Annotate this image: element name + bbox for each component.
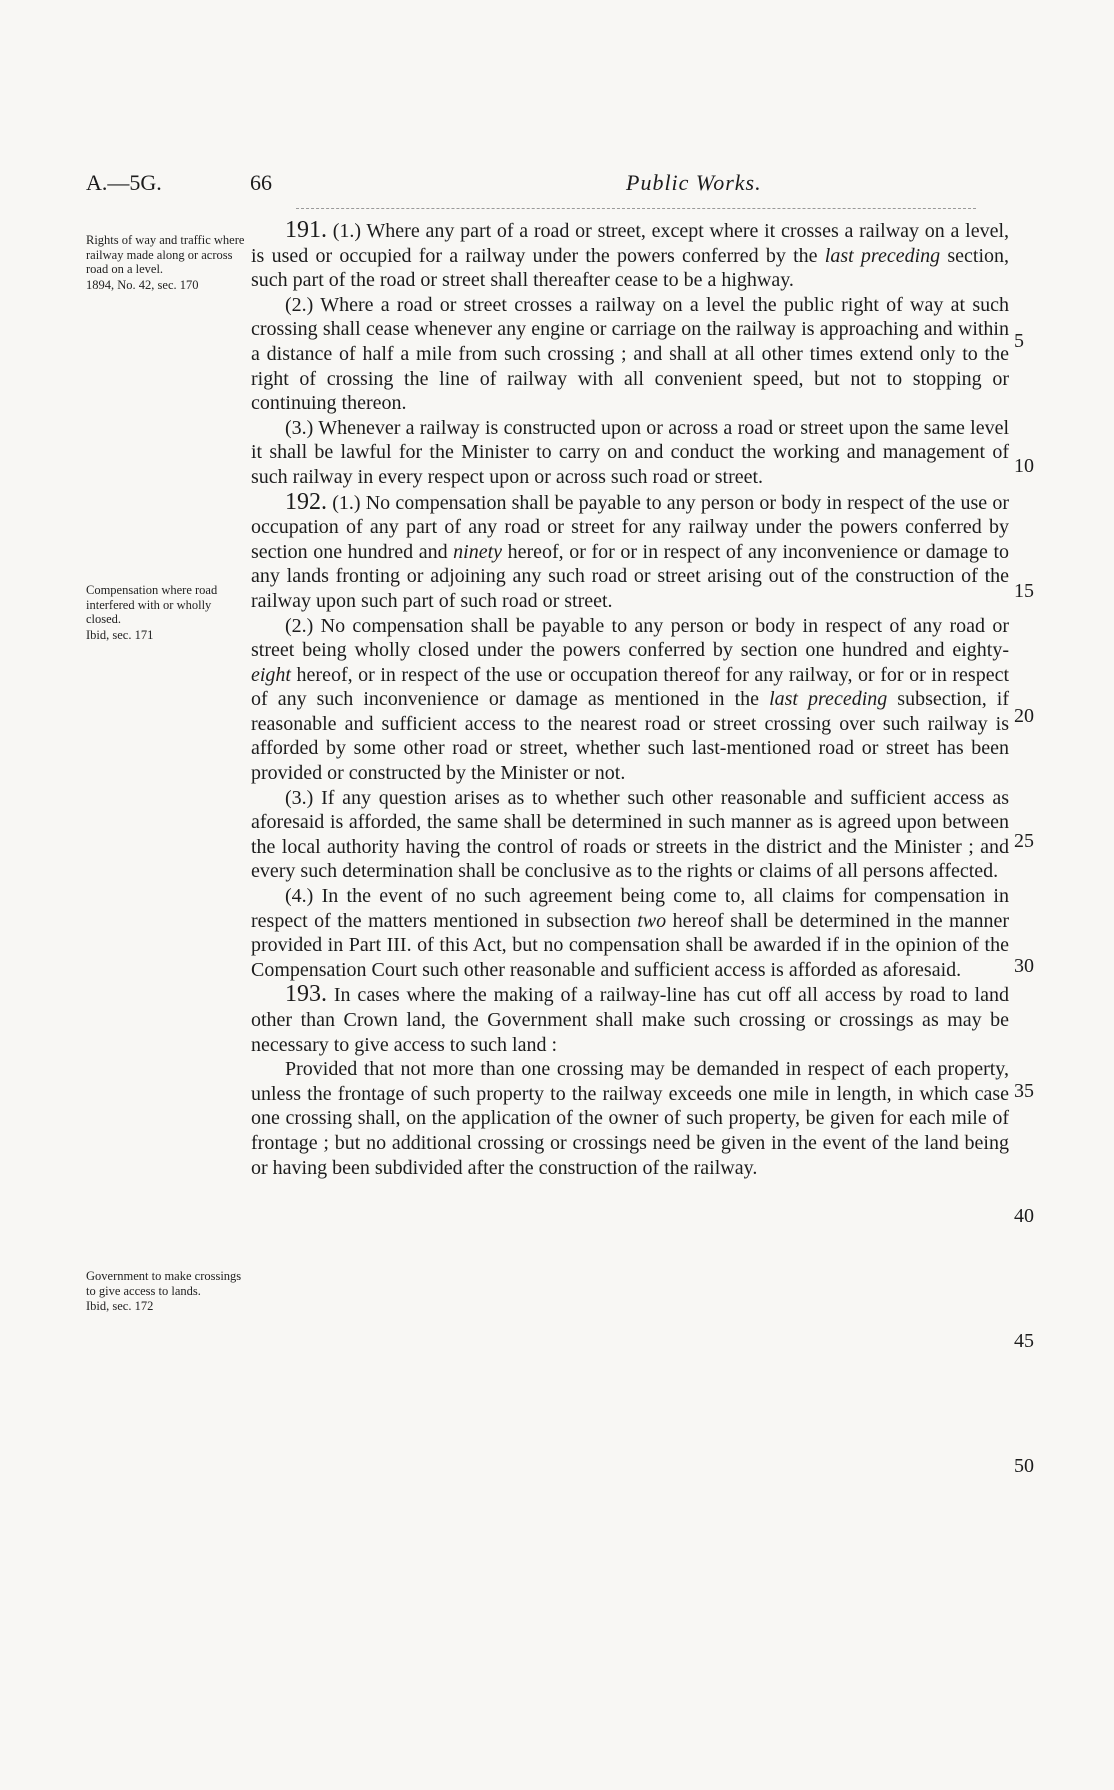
document-reference: A.—5G. bbox=[86, 170, 162, 195]
sidenote-citation: Ibid, sec. 172 bbox=[86, 1299, 154, 1313]
sidenote-193 bbox=[86, 1269, 246, 1314]
section-191-subsection-1: 191. (1.) Where any part of a road or street, except where it crosses a railway on a level, is used or occupied for a railway under the powers conferred by the last preceding section, such part of the road or street shall thereafter cease to be a highway. bbox=[251, 217, 1010, 292]
section-191-subsection-2: (2.) Where a road or street crosses a railway on a level the public right of way at such crossing shall cease whenever any engine or carriage on the railway is approaching and within a distance of half a mile from such crossing ; and shall at all other times extend only to the right of crossing the line of railway with all convenient speed, but not to stopping or continuing thereon. bbox=[251, 293, 1009, 415]
line-number: 40 bbox=[1014, 1205, 1034, 1227]
section-number: 192. bbox=[285, 488, 327, 515]
sidenote-text: Government to make crossings to give access to lands. bbox=[86, 1269, 242, 1298]
sidenote-citation: Ibid, sec. 171 bbox=[86, 627, 154, 642]
page-number: 66 bbox=[250, 170, 272, 195]
section-192-subsection-4: (4.) In the event of no such agreement being come to, all claims for compensation in respect of the matters mentioned in subsection two hereof shall be determined in the manner provided in Part III. of this Act, but no compensation shall be awarded if in the opinion of the Compensation Court such other reasonable and sufficient access is afforded as aforesaid. bbox=[251, 885, 1010, 981]
page-header bbox=[86, 170, 1056, 202]
line-number: 50 bbox=[1014, 1455, 1034, 1477]
line-number: 30 bbox=[1014, 955, 1034, 977]
line-number: 5 bbox=[1014, 330, 1024, 352]
line-number: 25 bbox=[1014, 830, 1034, 852]
section-number: 193. bbox=[285, 981, 327, 1008]
section-192-subsection-2: (2.) No compensation shall be payable to any person or body in respect of any road or street being wholly closed under the powers conferred by section one hundred and eighty-eight hereof, or in respect of the use or occupation thereof for any railway, or for or in respect of any such inconvenience or damage as mentioned in the last preceding subsection, if reasonable and sufficient access to the nearest road or street crossing over such railway is afforded by some other road or street, whether such last-mentioned road or street has been provided or constructed by the Minister or not. bbox=[251, 614, 1010, 785]
section-192-subsection-1: 192. (1.) No compensation shall be payable to any person or body in respect of the use or occupation of any part of any road or street for any railway under the powers conferred by section one hundred and ninety hereof, or for or in respect of any inconvenience or damage to any lands fronting or adjoining any such road or street arising out of the construction of the railway upon such part of such road or street. bbox=[251, 488, 1010, 612]
sidenote-191 bbox=[86, 233, 246, 292]
line-number: 10 bbox=[1014, 455, 1034, 477]
section-191-subsection-3: (3.) Whenever a railway is constructed upon or across a road or street upon the same level it shall be lawful for the Minister to carry on and conduct the working and management of such railway in every respect upon or across such road or street. bbox=[251, 416, 1009, 488]
page-title: Public Works. bbox=[626, 170, 762, 195]
sidenote-text: Rights of way and traffic where railway made along or across road on a level. bbox=[86, 233, 245, 276]
line-number: 20 bbox=[1014, 705, 1034, 727]
sidenote-text: Compensation where road interfered with or wholly closed. bbox=[86, 583, 218, 626]
line-number: 15 bbox=[1014, 580, 1034, 602]
section-193-paragraph-1: 193. In cases where the making of a railway-line has cut off all access by road to land other than Crown land, the Government shall make such crossing or crossings as may be necessary to give access to such land : bbox=[251, 981, 1009, 1056]
section-192-subsection-3: (3.) If any question arises as to whether such other reasonable and sufficient access as aforesaid is afforded, the same shall be determined in such manner as is agreed upon between the local authority having the control of roads or streets in the district and the Minister ; and every such determination shall be conclusive as to the rights or claims of all persons affected. bbox=[251, 786, 1009, 883]
sidenote-192 bbox=[86, 583, 246, 642]
body-text bbox=[251, 218, 1009, 1180]
section-193-proviso: Provided that not more than one crossing may be demanded in respect of each property, unless the frontage of such property to the railway exceeds one mile in length, in which case one crossing shall, on the application of the owner of such property, be given for each mile of frontage ; but no additional crossing or crossings need be given in the event of the land being or having been subdivided after the construction of the railway. bbox=[251, 1058, 1009, 1179]
header-rule bbox=[296, 208, 976, 209]
line-number: 35 bbox=[1014, 1080, 1034, 1102]
section-number: 191. bbox=[285, 217, 327, 243]
line-number: 45 bbox=[1014, 1330, 1034, 1352]
sidenote-citation: 1894, No. 42, sec. 170 bbox=[86, 277, 199, 292]
